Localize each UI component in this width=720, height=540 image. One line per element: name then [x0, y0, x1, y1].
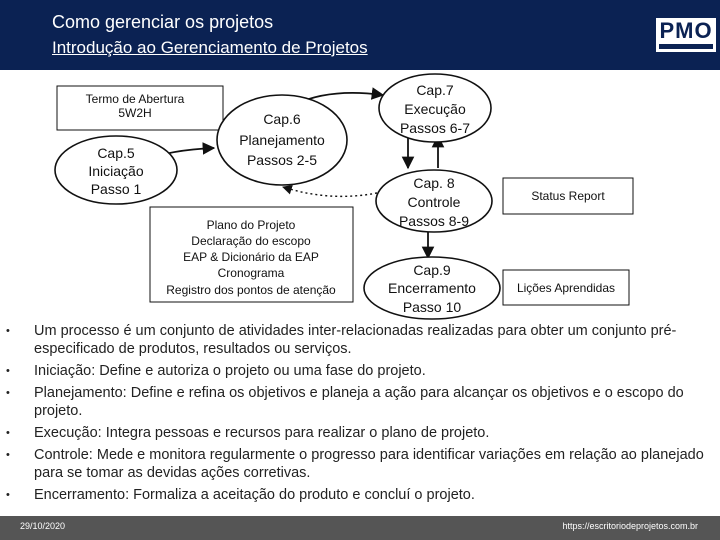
status-report-label: Status Report: [531, 189, 605, 203]
bullet-text: Iniciação: Define e autoriza o projeto ou uma fase do projeto.: [34, 363, 426, 379]
bullet-dot: •: [6, 489, 10, 501]
arrow-cap8-to-cap6: [283, 187, 377, 196]
cap6-line: Planejamento: [239, 132, 325, 148]
bullet-item: [0, 384, 720, 420]
bullet-dot: •: [6, 427, 10, 439]
bullet-item: [0, 322, 720, 358]
logo-text: PMO: [659, 18, 713, 43]
process-diagram: [0, 70, 720, 320]
logo-bar: [659, 44, 713, 49]
bullet-item: [0, 424, 720, 442]
cap7-line: Cap.7: [416, 82, 454, 98]
bullet-dot: •: [6, 387, 10, 399]
bullet-dot: •: [6, 325, 10, 337]
header-bar: [0, 0, 720, 70]
bullet-text: Um processo é um conjunto de atividades inter-relacionadas realizadas para obter um conjunto pré-especificado de produtos, resultados ou serviços.: [34, 323, 677, 357]
pmo-logo: [655, 17, 717, 53]
footer-url-link[interactable]: https://escritoriodeprojetos.com.br: [562, 521, 698, 531]
bullet-text: Execução: Integra pessoas e recursos para realizar o plano de projeto.: [34, 425, 490, 441]
bullet-dot: •: [6, 449, 10, 461]
cap9-line: Encerramento: [388, 280, 476, 296]
licoes-label: Lições Aprendidas: [516, 281, 616, 295]
slide-subtitle-link[interactable]: Introdução ao Gerenciamento de Projetos: [52, 38, 368, 57]
cap9-line: Cap.9: [413, 262, 451, 278]
footer-bar: [0, 516, 720, 540]
cap5-line: Cap.5: [97, 145, 135, 161]
bullet-item: [0, 486, 720, 504]
bullet-text: Encerramento: Formaliza a aceitação do produto e concluí o projeto.: [34, 487, 475, 503]
cap8-line: Controle: [407, 194, 461, 210]
footer-date: 29/10/2020: [20, 521, 66, 531]
bullet-item: [0, 362, 720, 380]
plano-line: Registro dos pontos de atenção: [166, 283, 336, 297]
plano-line: Declaração do escopo: [191, 234, 311, 248]
cap6-line: Passos 2-5: [246, 152, 318, 168]
cap5-line: Passo 1: [90, 181, 142, 197]
cap7-line: Execução: [404, 101, 466, 117]
bullet-dot: •: [6, 365, 10, 377]
bullet-item: [0, 446, 720, 482]
termo-line: 5W2H: [118, 106, 152, 120]
bullet-text: Controle: Mede e monitora regularmente o progresso para identificar variações em relação ao planejado para se tomar as devidas ações corretivas.: [34, 447, 704, 481]
bullet-list: [0, 322, 720, 508]
cap5-line: Iniciação: [88, 163, 144, 179]
plano-line: EAP & Dicionário da EAP: [183, 250, 319, 264]
cap8-line: Passos 8-9: [398, 213, 470, 229]
cap6-line: Cap.6: [263, 111, 301, 127]
termo-line: Termo de Abertura: [85, 92, 185, 106]
bullet-text: Planejamento: Define e refina os objetivos e planeja a ação para alcançar os objetivos e o escopo do projeto.: [34, 385, 684, 419]
cap8-line: Cap. 8: [413, 175, 455, 191]
plano-line: Cronograma: [217, 266, 285, 280]
cap7-line: Passos 6-7: [399, 120, 471, 136]
cap9-line: Passo 10: [402, 299, 462, 315]
slide-title: Como gerenciar os projetos: [52, 12, 274, 32]
plano-line: Plano do Projeto: [206, 218, 296, 232]
